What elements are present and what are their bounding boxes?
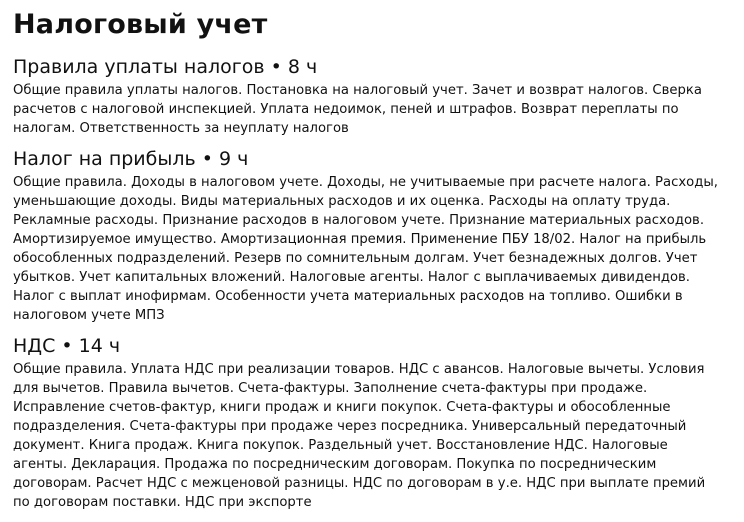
page-title: Налоговый учет — [13, 9, 268, 40]
section-description: Общие правила. Уплата НДС при реализации товаров. НДС с авансов. Налоговые вычеты. Условия для вычетов. Правила вычетов. Счета-фактуры. Заполнение счета-фактуры при продаже. Исправление счетов-фактур, книги продаж и книги покупок. Счета-фактуры и обособленные подразделения. Счета-фактуры при продаже через посредника. Универсальный передаточный документ. Книга продаж. Книга покупок. Раздельный учет. Восстановление НДС. Налоговые агенты. Декларация. Продажа по посредническим договорам. Покупка по посредническим договорам. Расчет НДС с межценовой разницы. НДС по договорам в у.е. НДС при выплате премий по договорам поставки. НДС при экспорте — [13, 362, 706, 510]
section-description: Общие правила уплаты налогов. Постановка на налоговый учет. Зачет и возврат налогов. Сверка расчетов с налоговой инспекцией. Уплата недоимок, пеней и штрафов. Возврат переплаты по налогам. Ответственность за неуплату налогов — [13, 83, 702, 136]
section-vat — [13, 335, 734, 512]
section-tax-payment-rules — [13, 56, 734, 138]
section-heading: Правила уплаты налогов • 8 ч — [13, 56, 318, 78]
section-description: Общие правила. Доходы в налоговом учете. Доходы, не учитываемые при расчете налога. Расходы, уменьшающие доходы. Виды материальных расходов и их оценка. Расходы на оплату труда. Рекламные расходы. Признание расходов в налоговом учете. Признание материальных расходов. Амортизируемое имущество. Амортизационная премия. Применение ПБУ 18/02. Налог на прибыль обособленных подразделений. Резерв по сомнительным долгам. Учет безнадежных долгов. Учет убытков. Учет капитальных вложений. Налоговые агенты. Налог с выплачиваемых дивидендов. Налог с выплат инофирмам. Особенности учета материальных расходов на топливо. Ошибки в налоговом учете МПЗ — [13, 175, 718, 323]
section-heading: Налог на прибыль • 9 ч — [13, 148, 249, 170]
section-profit-tax — [13, 148, 734, 325]
section-heading: НДС • 14 ч — [13, 335, 121, 357]
